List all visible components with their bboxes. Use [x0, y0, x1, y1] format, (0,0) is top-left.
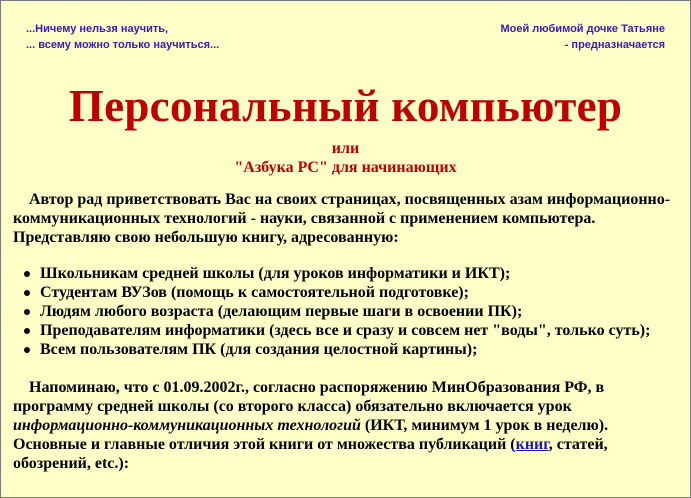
- reminder-line-4-rest: , статей,: [548, 436, 608, 453]
- reminder-line-5: обозрений, etc.):: [13, 455, 130, 472]
- list-item-text: Преподавателям информатики (здесь все и сразу и совсем нет "воды", только суть);: [40, 322, 651, 339]
- ikt-term: информационно-коммуникационных технологий: [13, 417, 361, 434]
- list-item: [13, 321, 681, 340]
- epigraph-line-1: ...Ничему нельзя научить,: [26, 23, 169, 35]
- bullet-icon: [24, 328, 30, 334]
- main-content: [13, 190, 681, 473]
- intro-line-3: Представляю свою небольшую книгу, адресованную:: [13, 229, 399, 246]
- epigraph-line-2: ... всему можно только научиться...: [26, 39, 220, 51]
- page-title: Персональный компьютер: [68, 81, 623, 131]
- dedication-line-1: Моей любимой дочке Татьяне: [500, 23, 665, 35]
- epigraph: [26, 21, 219, 53]
- subtitle-or: или: [331, 140, 360, 157]
- list-item-text: Всем пользователям ПК (для создания целостной картины);: [40, 341, 478, 358]
- reminder-paragraph: [13, 378, 681, 473]
- dedication: [500, 21, 665, 53]
- reminder-line-3-rest: (ИКТ, минимум 1 урок в неделю).: [360, 417, 609, 434]
- bullet-icon: [24, 347, 30, 353]
- reminder-line-1: Напоминаю, что с 01.09.2002г., согласно распоряжению МинОбразования РФ, в: [29, 379, 605, 396]
- list-item: [13, 340, 681, 359]
- list-item: [13, 283, 681, 302]
- audience-list: [13, 264, 681, 359]
- reminder-line-4: Основные и главные отличия этой книги от множества публикаций (: [13, 436, 516, 453]
- subtitle-azbuka: "Азбука PC" для начинающих: [234, 159, 457, 176]
- bullet-icon: [24, 271, 30, 277]
- intro-line-1: Автор рад приветствовать Вас на своих страницах, посвященных азам информационно-: [29, 191, 671, 208]
- list-item-text: Людям любого возраста (делающим первые шаги в освоении ПК);: [40, 303, 523, 320]
- list-item-text: Школьникам средней школы (для уроков информатики и ИКТ);: [40, 265, 511, 282]
- bullet-icon: [24, 290, 30, 296]
- books-link[interactable]: книг: [515, 436, 549, 453]
- bullet-icon: [24, 309, 30, 315]
- intro-line-2: коммуникационных технологий - науки, связанной с применением компьютера.: [13, 210, 596, 227]
- list-item-text: Студентам ВУЗов (помощь к самостоятельной подготовке);: [40, 284, 469, 301]
- reminder-line-2: программу средней школы (со второго класса) обязательно включается урок: [13, 398, 572, 415]
- intro-paragraph: [13, 190, 681, 247]
- list-item: [13, 264, 681, 283]
- page-subtitle: [0, 139, 691, 177]
- list-item: [13, 302, 681, 321]
- dedication-line-2: - предназначается: [564, 39, 665, 51]
